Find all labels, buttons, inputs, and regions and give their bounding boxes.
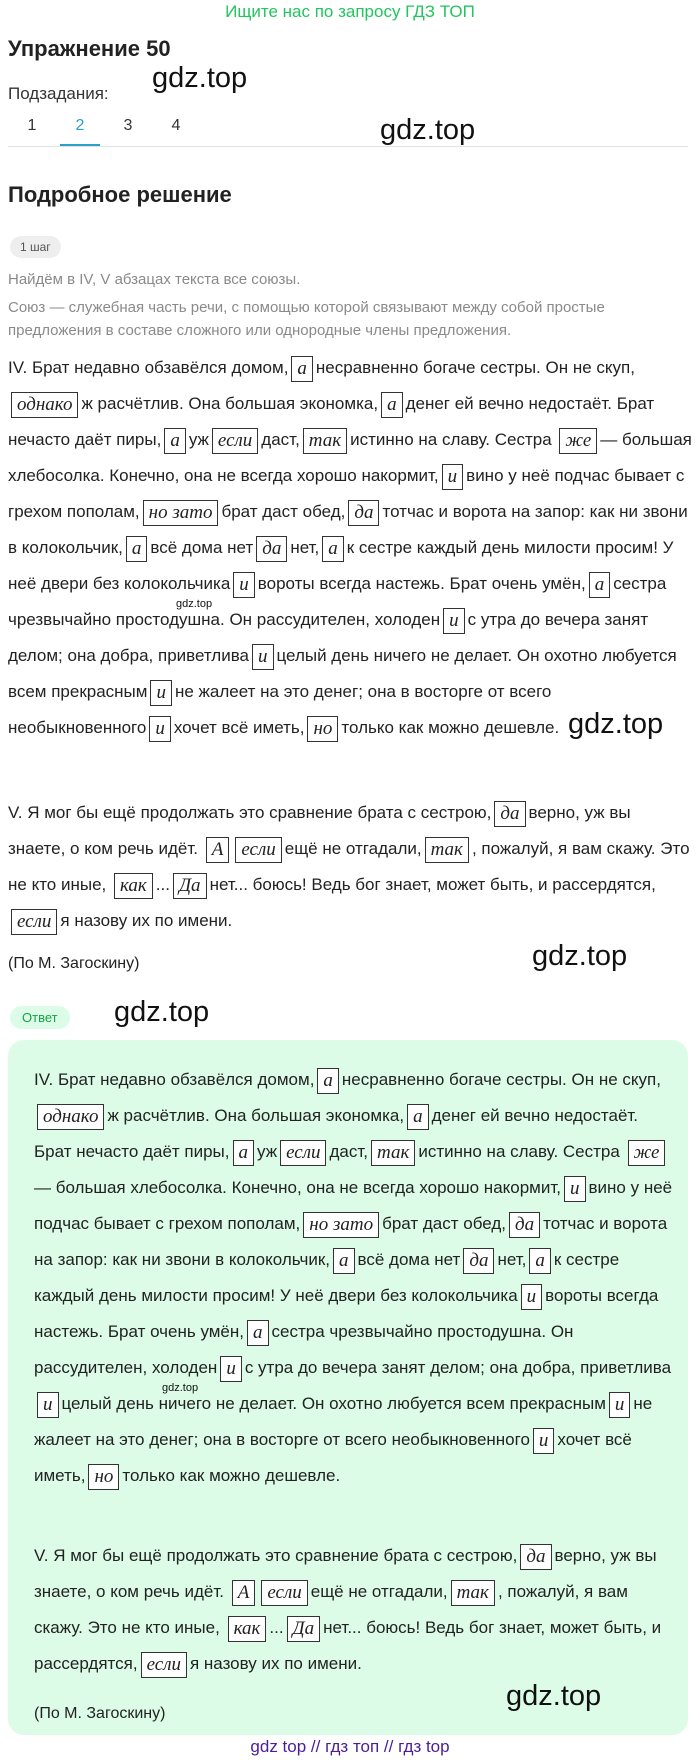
conjunction: если: [141, 1652, 187, 1678]
conjunction: но зато: [143, 500, 219, 526]
conjunction: так: [425, 837, 469, 863]
conjunction: же: [559, 428, 597, 454]
watermark: gdz.top: [152, 62, 248, 94]
conjunction: как: [114, 873, 153, 899]
conjunction: и: [533, 1428, 555, 1454]
conjunction: да: [463, 1248, 494, 1274]
conjunction: однако: [37, 1104, 104, 1130]
conjunction: если: [280, 1140, 326, 1166]
conjunction: а: [164, 428, 186, 454]
conjunction: а: [317, 1068, 339, 1094]
subtask-tabs: [8, 112, 200, 140]
answer-paragraph-v: V. Я мог бы ещё продолжать это сравнение брата с сестрою, да верно, уж вы знаете, о ком речь идёт. А если ещё не отгадали, так , пожалуй, я вам скажу. Это не кто иные, как ... Да нет... боюсь! Ведь бог знает, может быть, и рассердятся, если я назову их по имени.: [34, 1538, 674, 1682]
conjunction: однако: [11, 392, 78, 418]
conjunction: но зато: [303, 1212, 379, 1238]
section-title: Подробное решение: [8, 182, 232, 207]
conjunction: но: [88, 1464, 119, 1490]
watermark: gdz.top: [380, 114, 476, 146]
watermark: gdz.top: [114, 996, 210, 1028]
conjunction: так: [451, 1580, 495, 1606]
search-banner: Ищите нас по запросу ГДЗ ТОП: [225, 2, 475, 21]
conjunction: да: [256, 536, 287, 562]
conjunction: если: [235, 837, 281, 863]
subtasks-label: Подзадания:: [8, 84, 109, 103]
conjunction: а: [126, 536, 148, 562]
conjunction: а: [333, 1248, 355, 1274]
conjunction: если: [212, 428, 258, 454]
watermark: gdz.top: [506, 1680, 602, 1712]
conjunction: и: [150, 680, 172, 706]
conjunction: А: [206, 837, 230, 863]
conjunction: и: [252, 644, 274, 670]
source-citation: (По М. Загоскину): [8, 955, 140, 972]
watermark: gdz.top: [162, 1382, 199, 1394]
conjunction: а: [291, 356, 313, 382]
paragraph-iv: IV. Брат недавно обзавёлся домом, а несравненно богаче сестры. Он не скуп, однако ж расчётлив. Она большая экономка, а денег ей вечно недостаёт. Брат нечасто даёт пиры, а уж если даст, так истинно на славу. Сестра же — большая хлебосолка. Конечно, она не всегда хорошо накормит, и вино у неё подчас бывает с грехом пополам, но зато брат даст обед, да тотчас и ворота на запор: как ни звони в колокольчик, а всё дома нет да нет, а к сестре каждый день милости просим! У неё двери без колокольчика и вороты всегда настежь. Брат очень умён, а сестра чрезвычайно простодушна. Он рассудителен, холоден и с утра до вечера занят делом; она добра, приветлива и целый день ничего не делает. Он охотно любуется всем прекрасным и не жалеет на это денег; она в восторге от всего необыкновенного и хочет всё иметь, но только как можно дешевле.: [8, 350, 692, 746]
conjunction: если: [261, 1580, 307, 1606]
conjunction: а: [247, 1320, 269, 1346]
conjunction: а: [322, 536, 344, 562]
divider: [8, 146, 688, 147]
conjunction: но: [307, 716, 338, 742]
intro-text: Найдём в IV, V абзацах текста все союзы.: [8, 271, 301, 288]
conjunction: и: [443, 608, 465, 634]
conjunction: так: [303, 428, 347, 454]
step-badge: 1 шаг: [10, 236, 61, 258]
exercise-title: Упражнение 50: [8, 36, 171, 61]
conjunction: и: [564, 1176, 586, 1202]
watermark: gdz.top: [532, 940, 628, 972]
conjunction: как: [228, 1616, 267, 1642]
conjunction: и: [37, 1392, 59, 1418]
tab-1[interactable]: 1: [27, 117, 37, 134]
conjunction: а: [233, 1140, 255, 1166]
conjunction: так: [371, 1140, 415, 1166]
answer-badge: Ответ: [10, 1006, 70, 1029]
conjunction: если: [11, 909, 57, 935]
tab-3[interactable]: 3: [123, 117, 133, 134]
conjunction: да: [520, 1544, 551, 1570]
conjunction: и: [149, 716, 171, 742]
conjunction: Да: [287, 1616, 321, 1642]
conjunction: А: [232, 1580, 256, 1606]
conjunction: да: [509, 1212, 540, 1238]
conjunction: же: [628, 1140, 666, 1166]
conjunction: а: [381, 392, 403, 418]
conjunction: Да: [173, 873, 207, 899]
tab-2[interactable]: 2: [56, 112, 104, 140]
conjunction: и: [220, 1356, 242, 1382]
conjunction: а: [529, 1248, 551, 1274]
footer-links[interactable]: gdz top // гдз топ // гдз top: [250, 1737, 450, 1756]
paragraph-v: V. Я мог бы ещё продолжать это сравнение брата с сестрою, да верно, уж вы знаете, о ком речь идёт. А если ещё не отгадали, так , пожалуй, я вам скажу. Это не кто иные, как ... Да нет... боюсь! Ведь бог знает, может быть, и рассердятся,если я назову их по имени.: [8, 795, 692, 939]
conjunction: и: [521, 1284, 543, 1310]
conjunction: да: [348, 500, 379, 526]
tab-4[interactable]: 4: [171, 117, 181, 134]
conjunction: да: [494, 801, 525, 827]
conjunction: и: [233, 572, 255, 598]
conjunction: и: [609, 1392, 631, 1418]
answer-source-citation: (По М. Загоскину): [34, 1705, 166, 1722]
definition-text: Союз — служебная часть речи, с помощью которой связывают между собой простые предложения в составе сложного или однородные члены предложения.: [8, 299, 605, 339]
conjunction: а: [589, 572, 611, 598]
conjunction: и: [442, 464, 464, 490]
watermark: gdz.top: [176, 598, 213, 610]
answer-paragraph-iv: IV. Брат недавно обзавёлся домом, а несравненно богаче сестры. Он не скуп, однако ж расчётлив. Она большая экономка, а денег ей вечно недостаёт. Брат нечасто даёт пиры, а уж если даст, так истинно на славу. Сестра же— большая хлебосолка. Конечно, она не всегда хорошо накормит, и вино у неё подчас бывает с грехом пополам, но зато брат даст обед, да тотчас и ворота на запор: как ни звони в колокольчик, а всё дома нет да нет, а к сестре каждый день милости просим! У неё двери без колокольчика и вороты всегда настежь. Брат очень умён, а сестра чрезвычайно простодушна. Он рассудителен, холоден и с утра до вечера занят делом; она добра, приветливаи целый день ничего не делает. Он охотно любуется всем прекрасным и не жалеет на это денег; она в восторге от всего необыкновенного и хочет всё иметь, но только как можно дешевле.: [34, 1062, 674, 1494]
conjunction: а: [407, 1104, 429, 1130]
watermark: gdz.top: [568, 708, 664, 740]
